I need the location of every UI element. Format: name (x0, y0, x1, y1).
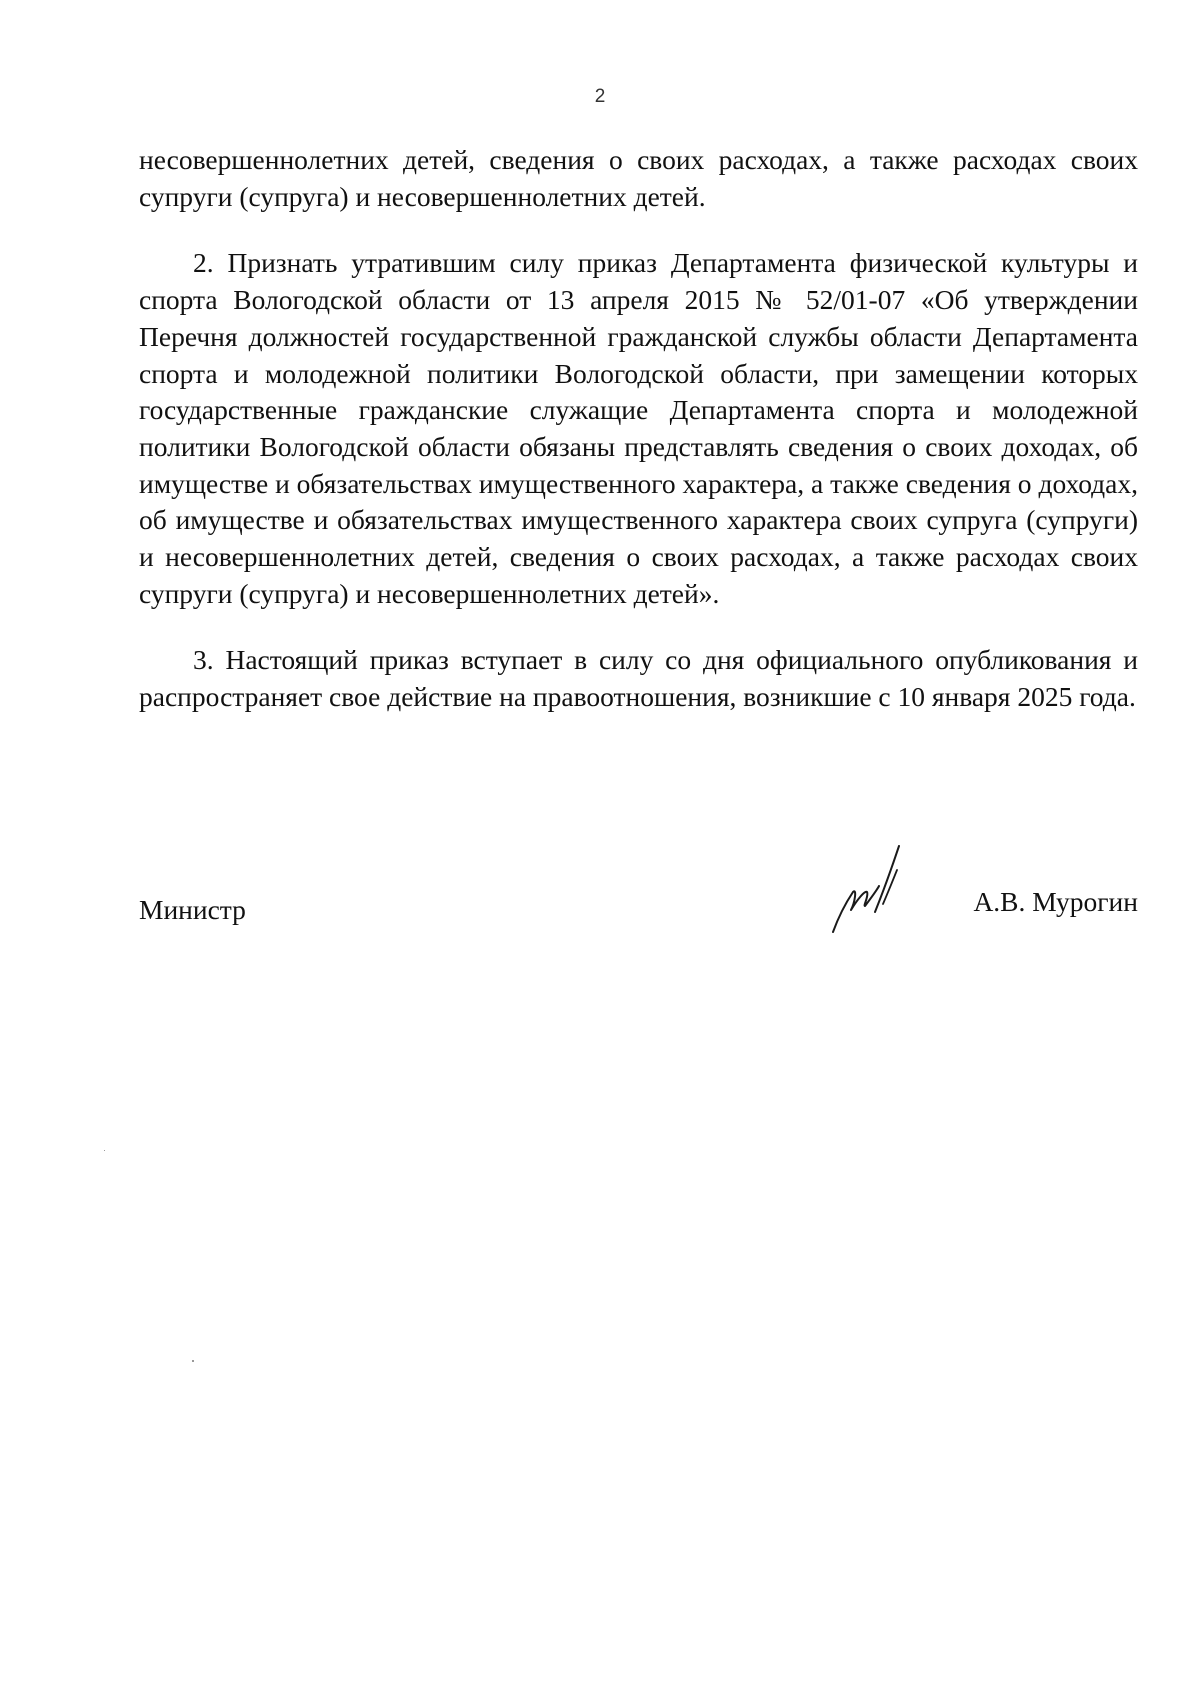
handwritten-signature (827, 840, 917, 940)
document-body (139, 142, 1138, 716)
signatory-name: А.В. Мурогин (973, 886, 1138, 917)
signature-block (139, 872, 1138, 952)
signatory-title: Министр (139, 894, 246, 925)
paragraph-continuation: несовершеннолетних детей, сведения о своих расходах, а также расходах своих супруги (супруга) и несовершеннолетних детей. (139, 144, 1138, 212)
paragraph-item-3: 3. Настоящий приказ вступает в силу со дня официального опубликования и распространяет свое действие на правоотношения, возникшие с 10 января 2025 года. (139, 644, 1138, 713)
paragraph-item-2: 2. Признать утратившим силу приказ Департамента физической культуры и спорта Вологодской области от 13 апреля 2015 № 52/01-07 «Об утверждении Перечня должностей государственной гражданской службы области Департамента спорта и молодежной политики Вологодской области, при замещении которых государственные гражданские служащие Департамента спорта и молодежной политики Вологодской области обязаны представлять сведения о своих доходах, об имуществе и обязательствах имущественного характера, а также сведения о доходах, об имуществе и обязательствах имущественного характера своих супруга (супруги) и несовершеннолетних детей, сведения о своих расходах, а также расходах своих супруги (супруга) и несовершеннолетних детей». (139, 247, 1138, 609)
scan-speck (104, 1150, 105, 1151)
page-number: 2 (594, 86, 606, 107)
scan-speck (192, 1360, 194, 1362)
